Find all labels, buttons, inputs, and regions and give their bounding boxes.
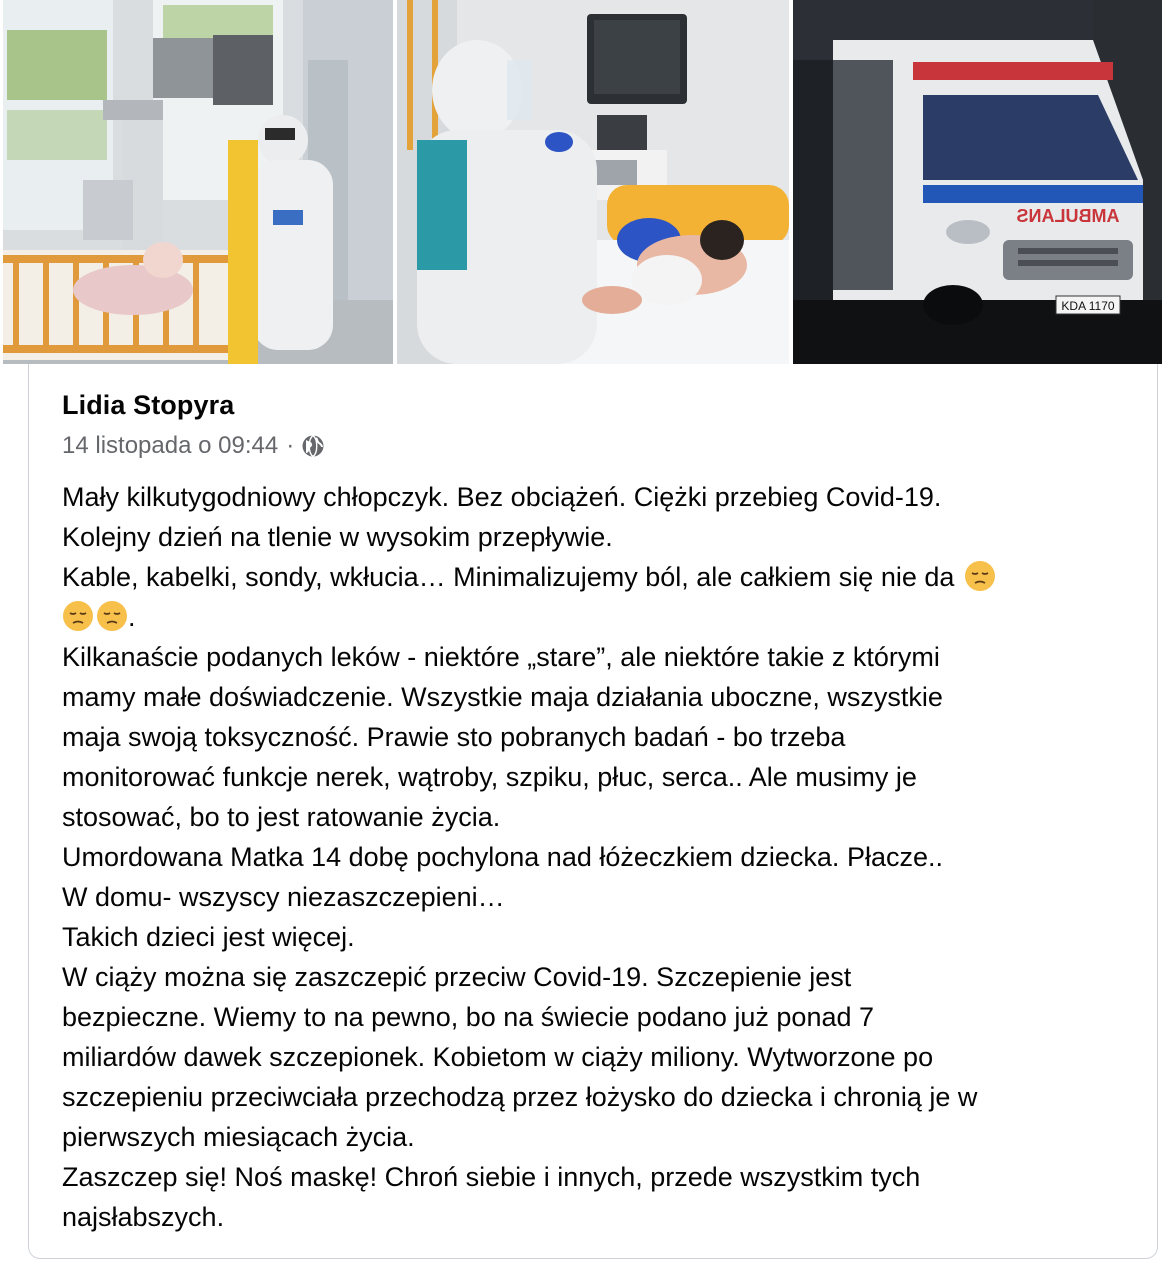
pensive-face-emoji [62, 600, 94, 632]
post-line-17: pierwszych miesiącach życia. [62, 1122, 415, 1152]
post-line-18: Zaszczep się! Noś maskę! Chroń siebie i innych, przede wszystkim tych [62, 1162, 921, 1192]
post-timestamp[interactable]: 14 listopada o 09:44 [62, 432, 279, 459]
post-line-11: W domu- wszyscy niezaszczepieni… [62, 882, 505, 912]
ultrasound-image [397, 0, 789, 364]
photo-infant-ultrasound[interactable] [397, 0, 789, 364]
post-line-15: miliardów dawek szczepionek. Kobietom w ciąży miliony. Wytworzone po [62, 1042, 934, 1072]
post-body-text [62, 477, 1137, 1237]
post-line-2: Kolejny dzień na tlenie w wysokim przepływie. [62, 522, 613, 552]
post-meta [62, 432, 325, 460]
post-card [28, 364, 1158, 1259]
photo-ambulance-night[interactable] [793, 0, 1162, 364]
post-line-1: Mały kilkutygodniowy chłopczyk. Bez obciążeń. Ciężki przebieg Covid-19. [62, 482, 942, 512]
post-line-19: najsłabszych. [62, 1202, 225, 1232]
post-line-5: Kilkanaście podanych leków - niektóre „stare”, ale niektóre takie z którymi [62, 642, 940, 672]
meta-separator: · [286, 432, 295, 459]
pensive-face-emoji [964, 560, 996, 592]
post-line-14: bezpieczne. Wiemy to na pewno, bo na świecie podano już ponad 7 [62, 1002, 875, 1032]
post-line-4 [62, 597, 1137, 637]
photo-hospital-crib-xray[interactable] [3, 0, 393, 364]
license-plate-text: KDA 1170 [1061, 299, 1115, 313]
post-line-13: W ciąży można się zaszczepić przeciw Covid-19. Szczepienie jest [62, 962, 852, 992]
post-line-6: mamy małe doświadczenie. Wszystkie maja działania uboczne, wszystkie [62, 682, 943, 712]
post-line-9: stosować, bo to jest ratowanie życia. [62, 802, 501, 832]
post-line-4-text: . [128, 602, 136, 632]
post-line-12: Takich dzieci jest więcej. [62, 922, 355, 952]
post-line-16: szczepieniu przeciwciała przechodzą przez łożysko do dziecka i chronią je w [62, 1082, 978, 1112]
post-line-3-text: Kable, kabelki, sondy, wkłucia… Minimalizujemy ból, ale całkiem się nie da [62, 562, 955, 592]
post-line-3 [62, 557, 1137, 597]
pensive-face-emoji [96, 600, 128, 632]
ambulans-mirror-text: AMBULANS [1016, 206, 1120, 226]
post-line-8: monitorować funkcje nerek, wątroby, szpiku, płuc, serca.. Ale musimy je [62, 762, 917, 792]
ambulance-image [793, 0, 1162, 364]
hospital-room-image [3, 0, 393, 364]
photo-grid [0, 0, 1162, 364]
post-line-7: maja swoją toksyczność. Prawie sto pobranych badań - bo trzeba [62, 722, 846, 752]
post-author-name[interactable]: Lidia Stopyra [62, 390, 235, 420]
post-line-10: Umordowana Matka 14 dobę pochylona nad łóżeczkiem dziecka. Płacze.. [62, 842, 943, 872]
globe-icon[interactable] [301, 434, 325, 458]
